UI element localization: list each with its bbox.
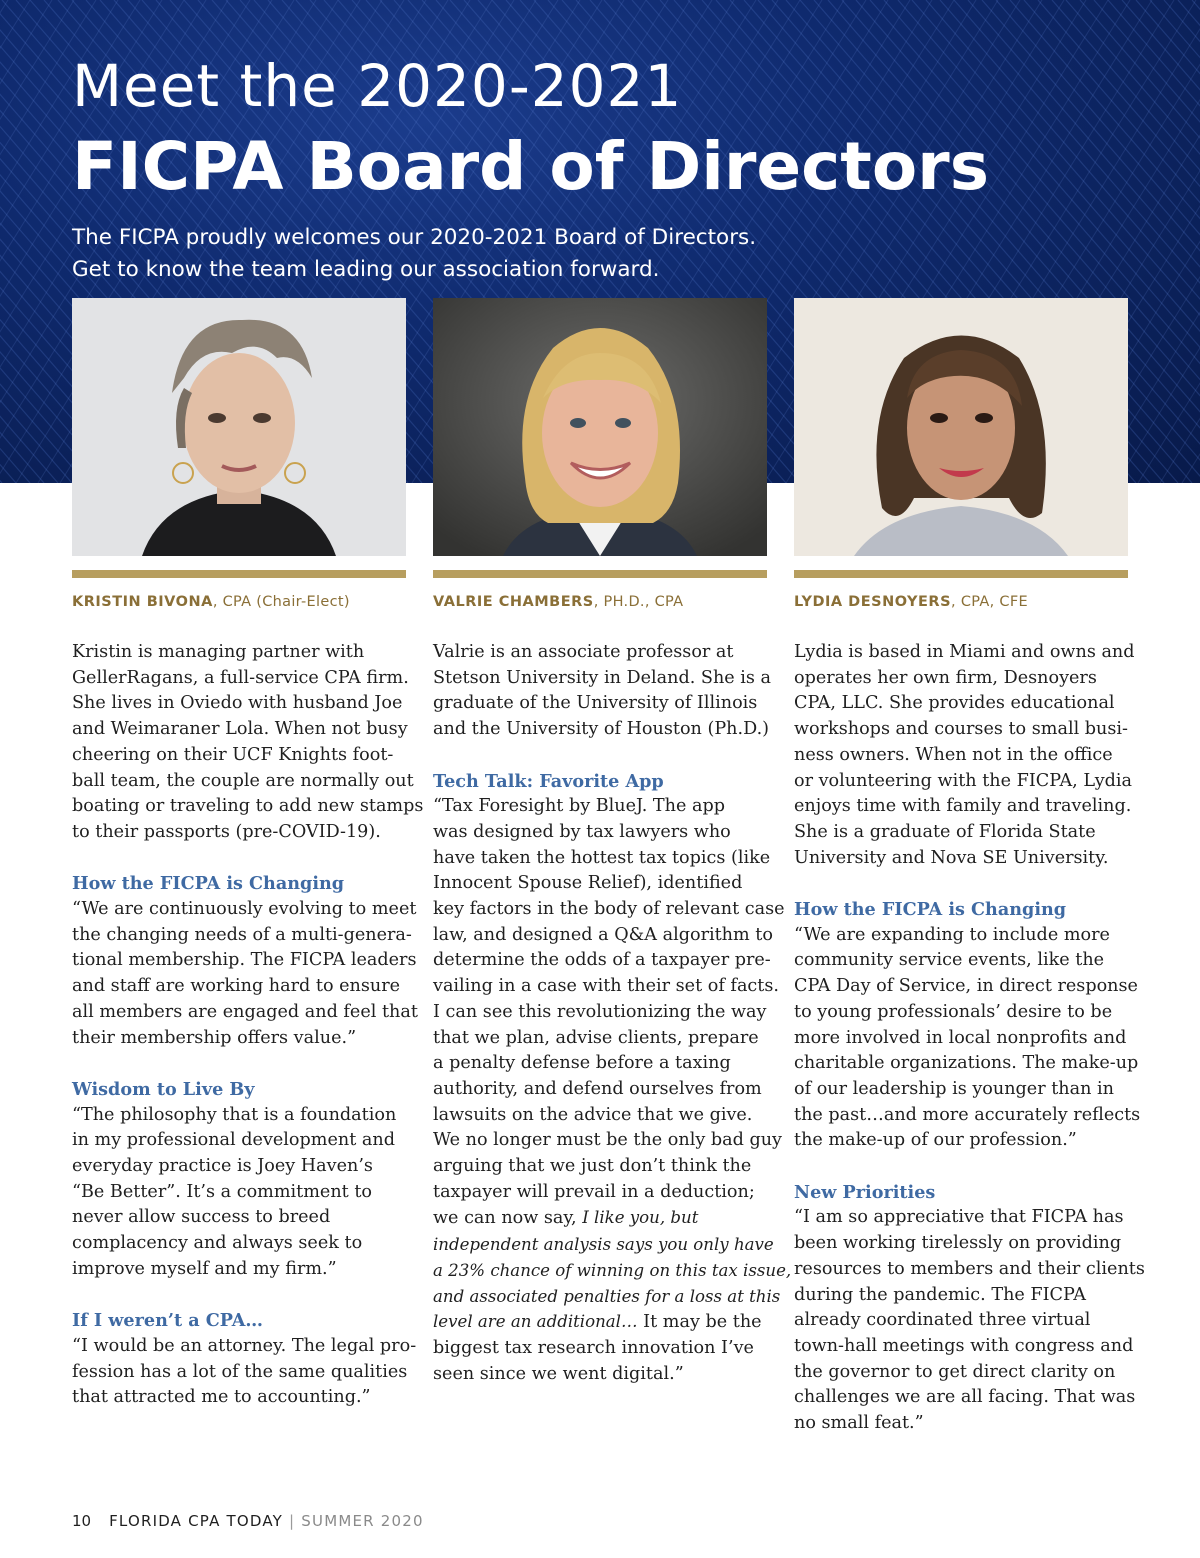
footer-separator: | — [289, 1512, 296, 1530]
member-credentials: , PH.D., CPA — [593, 594, 684, 610]
text-line: I can see this revolutionizing the way — [433, 1001, 767, 1022]
text-line: “Tax Foresight by BlueJ. The app — [433, 796, 725, 817]
text-line: vailing in a case with their set of facts. — [433, 976, 779, 997]
member-credentials: , CPA, CFE — [951, 594, 1028, 610]
section-heading: How the FICPA is Changing — [794, 899, 1067, 921]
member-name: KRISTIN BIVONA — [72, 594, 213, 610]
pattern-line — [1138, 0, 1200, 483]
text-line: to their passports (pre-COVID-19). — [72, 821, 381, 842]
member-name-lydia — [794, 594, 1164, 610]
pattern-line — [1136, 0, 1200, 483]
text-line: “I would be an attorney. The legal pro- — [72, 1335, 417, 1356]
text-run: we can now say, — [433, 1208, 583, 1229]
italic-quote-line: a 23% chance of winning on this tax issue, — [433, 1260, 792, 1280]
text-line: the governor to get direct clarity on — [794, 1361, 1116, 1382]
text-line: in my professional development and — [72, 1130, 395, 1151]
text-line: determine the odds of a taxpayer pre- — [433, 950, 771, 971]
member-name-valrie — [433, 594, 803, 610]
page-number: 10 — [72, 1512, 92, 1530]
text-line: taxpayer will prevail in a deduction; — [433, 1181, 755, 1202]
section-text — [794, 923, 1139, 1154]
text-line: their membership offers value.” — [72, 1027, 357, 1048]
italic-quote: level are an additional… — [433, 1312, 638, 1332]
section-text — [794, 1205, 1145, 1436]
text-line: the make-up of our profession.” — [794, 1130, 1077, 1151]
text-line: during the pandemic. The FICPA — [794, 1284, 1086, 1305]
text-line: town-hall meetings with congress and — [794, 1335, 1134, 1356]
text-line: authority, and defend ourselves from — [433, 1078, 762, 1099]
pattern-line — [1178, 0, 1200, 483]
text-line: and Weimaraner Lola. When not busy — [72, 719, 408, 740]
text-line: She lives in Oviedo with husband Joe — [72, 693, 403, 714]
member-name: LYDIA DESNOYERS — [794, 594, 952, 610]
section-heading: Tech Talk: Favorite App — [433, 770, 664, 792]
section-heading: How the FICPA is Changing — [72, 873, 345, 895]
text-line: biggest tax research innovation I’ve — [433, 1337, 754, 1358]
intro-line-2: Get to know the team leading our association forward. — [72, 257, 660, 282]
text-line: GellerRagans, a full-service CPA firm. — [72, 667, 409, 688]
pattern-line — [1160, 0, 1200, 483]
text-line — [433, 1205, 778, 1232]
publication-name: FLORIDA CPA TODAY — [109, 1512, 284, 1530]
text-line: the changing needs of a multi-genera- — [72, 924, 412, 945]
text-line: “Be Better”. It’s a commitment to — [72, 1181, 372, 1202]
pattern-line — [0, 0, 30, 483]
text-line: of our leadership is younger than in — [794, 1078, 1114, 1099]
text-line: everyday practice is Joey Haven’s — [72, 1156, 373, 1177]
text-line: the past…and more accurately reflects — [794, 1104, 1141, 1125]
text-line: law, and designed a Q&A algorithm to — [433, 924, 773, 945]
text-line: already coordinated three virtual — [794, 1310, 1091, 1331]
text-line: have taken the hottest tax topics (like — [433, 847, 771, 868]
italic-quote-line: and associated penalties for a loss at this — [433, 1286, 781, 1306]
text-line: resources to members and their clients — [794, 1258, 1145, 1279]
column-kristin — [72, 640, 424, 1411]
text-line: Innocent Spouse Relief), identified — [433, 873, 743, 894]
text-line: cheering on their UCF Knights foot- — [72, 744, 394, 765]
text-line: seen since we went digital.” — [433, 1363, 684, 1384]
text-line: all members are engaged and feel that — [72, 1001, 418, 1022]
member-name: VALRIE CHAMBERS — [433, 594, 594, 610]
text-line: graduate of the University of Illinois — [433, 693, 758, 714]
text-run: It may be the — [637, 1312, 762, 1333]
text-line: University and Nova SE University. — [794, 847, 1109, 868]
text-line: “The philosophy that is a foundation — [72, 1104, 397, 1125]
page-title-line-1: Meet the 2020-2021 — [72, 52, 683, 120]
text-line: ness owners. When not in the office — [794, 744, 1113, 765]
text-line: She is a graduate of Florida State — [794, 821, 1096, 842]
text-line: a penalty defense before a taxing — [433, 1053, 731, 1074]
text-line: that attracted me to accounting.” — [72, 1387, 371, 1408]
section-heading: Wisdom to Live By — [72, 1078, 255, 1100]
text-line: We no longer must be the only bad guy — [433, 1130, 782, 1151]
bio-text — [433, 640, 778, 743]
column-valrie — [433, 640, 792, 1387]
member-credentials: , CPA (Chair-Elect) — [212, 594, 350, 610]
text-line: boating or traveling to add new stamps — [72, 796, 424, 817]
bio-text — [72, 640, 424, 846]
gold-divider-1 — [72, 570, 406, 578]
pattern-line — [0, 0, 30, 483]
bio-text — [794, 640, 1139, 871]
text-line: was designed by tax lawyers who — [433, 821, 731, 842]
text-line: challenges we are all facing. That was — [794, 1387, 1136, 1408]
text-line: Lydia is based in Miami and owns and — [794, 642, 1135, 662]
text-line: been working tirelessly on providing — [794, 1233, 1122, 1254]
text-line: to young professionals’ desire to be — [794, 1001, 1113, 1022]
section-heading: If I weren’t a CPA… — [72, 1310, 263, 1332]
column-lydia — [794, 640, 1145, 1437]
text-line: operates her own firm, Desnoyers — [794, 667, 1097, 688]
text-line: Kristin is managing partner with — [72, 642, 365, 662]
intro-line-1: The FICPA proudly welcomes our 2020-2021 Board of Directors. — [72, 225, 757, 250]
page-title-line-2: FICPA Board of Directors — [72, 128, 990, 205]
text-line: enjoys time with family and traveling. — [794, 796, 1132, 817]
member-name-kristin — [72, 594, 442, 610]
text-line: arguing that we just don’t think the — [433, 1156, 752, 1177]
section-text — [72, 1334, 417, 1411]
text-line: Valrie is an associate professor at — [433, 642, 734, 662]
italic-quote: I like you, but — [582, 1208, 699, 1228]
text-line: never allow success to breed — [72, 1207, 331, 1228]
text-line: workshops and courses to small busi- — [794, 719, 1128, 740]
page-footer — [72, 1512, 424, 1530]
text-line: “I am so appreciative that FICPA has — [794, 1207, 1124, 1228]
section-heading: New Priorities — [794, 1181, 936, 1203]
gold-divider-2 — [433, 570, 767, 578]
portrait-valrie-chambers — [433, 298, 767, 556]
text-line: complacency and always seek to — [72, 1233, 363, 1254]
text-line: more involved in local nonprofits and — [794, 1027, 1127, 1048]
text-line: tional membership. The FICPA leaders — [72, 950, 417, 971]
text-line: community service events, like the — [794, 950, 1105, 971]
text-line: that we plan, advise clients, prepare — [433, 1027, 759, 1048]
text-line: charitable organizations. The make-up — [794, 1053, 1139, 1074]
text-line: CPA, LLC. She provides educational — [794, 693, 1115, 714]
text-line: no small feat.” — [794, 1413, 924, 1434]
intro-text — [72, 222, 1072, 286]
text-line: CPA Day of Service, in direct response — [794, 976, 1138, 997]
portrait-lydia-desnoyers — [794, 298, 1128, 556]
section-text — [72, 897, 417, 1051]
text-line: “We are expanding to include more — [794, 924, 1110, 945]
text-line: fession has a lot of the same qualities — [72, 1361, 408, 1382]
issue-label: SUMMER 2020 — [301, 1512, 424, 1530]
section-text — [433, 794, 792, 1387]
text-line: ball team, the couple are normally out — [72, 770, 414, 791]
text-line: and the University of Houston (Ph.D.) — [433, 719, 770, 740]
text-line: “We are continuously evolving to meet — [72, 899, 417, 920]
text-line — [433, 1309, 778, 1336]
text-line: key factors in the body of relevant case — [433, 899, 785, 920]
section-text — [72, 1103, 417, 1283]
text-line: or volunteering with the FICPA, Lydia — [794, 770, 1133, 791]
text-line: lawsuits on the advice that we give. — [433, 1104, 753, 1125]
text-line: Stetson University in Deland. She is a — [433, 667, 772, 688]
gold-divider-3 — [794, 570, 1128, 578]
text-line: and staff are working hard to ensure — [72, 976, 401, 997]
portrait-kristin-bivona — [72, 298, 406, 556]
italic-quote-line: independent analysis says you only have — [433, 1235, 774, 1255]
text-line: improve myself and my firm.” — [72, 1258, 337, 1279]
